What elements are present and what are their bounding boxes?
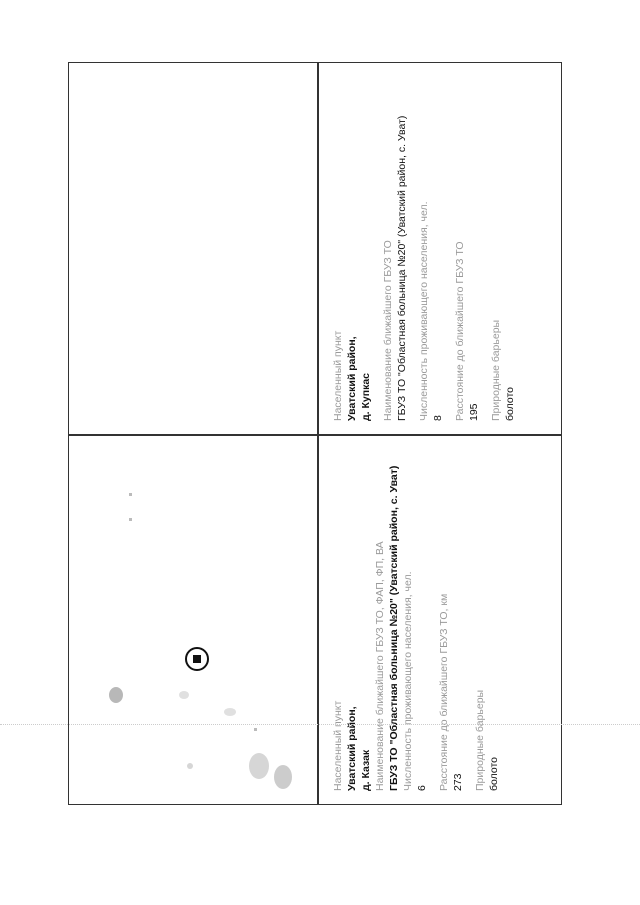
record-1-text-panel: [319, 63, 563, 434]
document-sheet: [68, 62, 562, 805]
record-1-label-obstacle: Природные барьеры: [490, 319, 502, 421]
record-2-facility: ГБУЗ ТО "Областная больница №20" (Уватский район, с. Уват): [388, 465, 400, 791]
record-1-text: [331, 71, 517, 421]
record-1-village: д. Купкас: [360, 372, 372, 421]
record-2-map-panel: [69, 436, 317, 804]
record-2-label-distance: Расстояние до ближайшего ГБУЗ ТО, км: [438, 593, 450, 791]
record-1-label-facility: Наименование ближайшего ГБУЗ ТО: [382, 240, 394, 421]
record-1-obstacle: болото: [504, 386, 516, 421]
record-2-label-population: Численность проживающего населения, чел.: [402, 571, 414, 791]
record-2-obstacle: болото: [488, 756, 500, 791]
record-2-district: Уватский район,: [346, 706, 358, 791]
map-road-icon: [69, 436, 317, 804]
record-1-distance: 195: [468, 403, 480, 421]
record-2-village: д. Казак: [360, 749, 372, 791]
record-2-text: [331, 441, 501, 791]
record-1-label-distance: Расстояние до ближайшего ГБУЗ ТО: [454, 241, 466, 421]
record-2-label-facility: Наименование ближайшего ГБУЗ ТО, ФАП, ФП, ВА: [374, 541, 386, 791]
record-1-population: 8: [432, 415, 444, 421]
record-2-population: 6: [416, 785, 428, 791]
record-1-facility: ГБУЗ ТО "Областная больница №20" (Уватский район, с. Уват): [396, 115, 408, 421]
scan-artifact: [0, 724, 640, 725]
record-2-label-obstacle: Природные барьеры: [474, 689, 486, 791]
record-1-label-population: Численность проживающего населения, чел.: [418, 201, 430, 421]
record-2-text-panel: [319, 436, 563, 804]
record-2-distance: 273: [452, 773, 464, 791]
record-1-district: Уватский район,: [346, 336, 358, 421]
record-2-label-settlement: Населенный пункт: [332, 700, 344, 791]
record-1-label-settlement: Населенный пункт: [332, 330, 344, 421]
